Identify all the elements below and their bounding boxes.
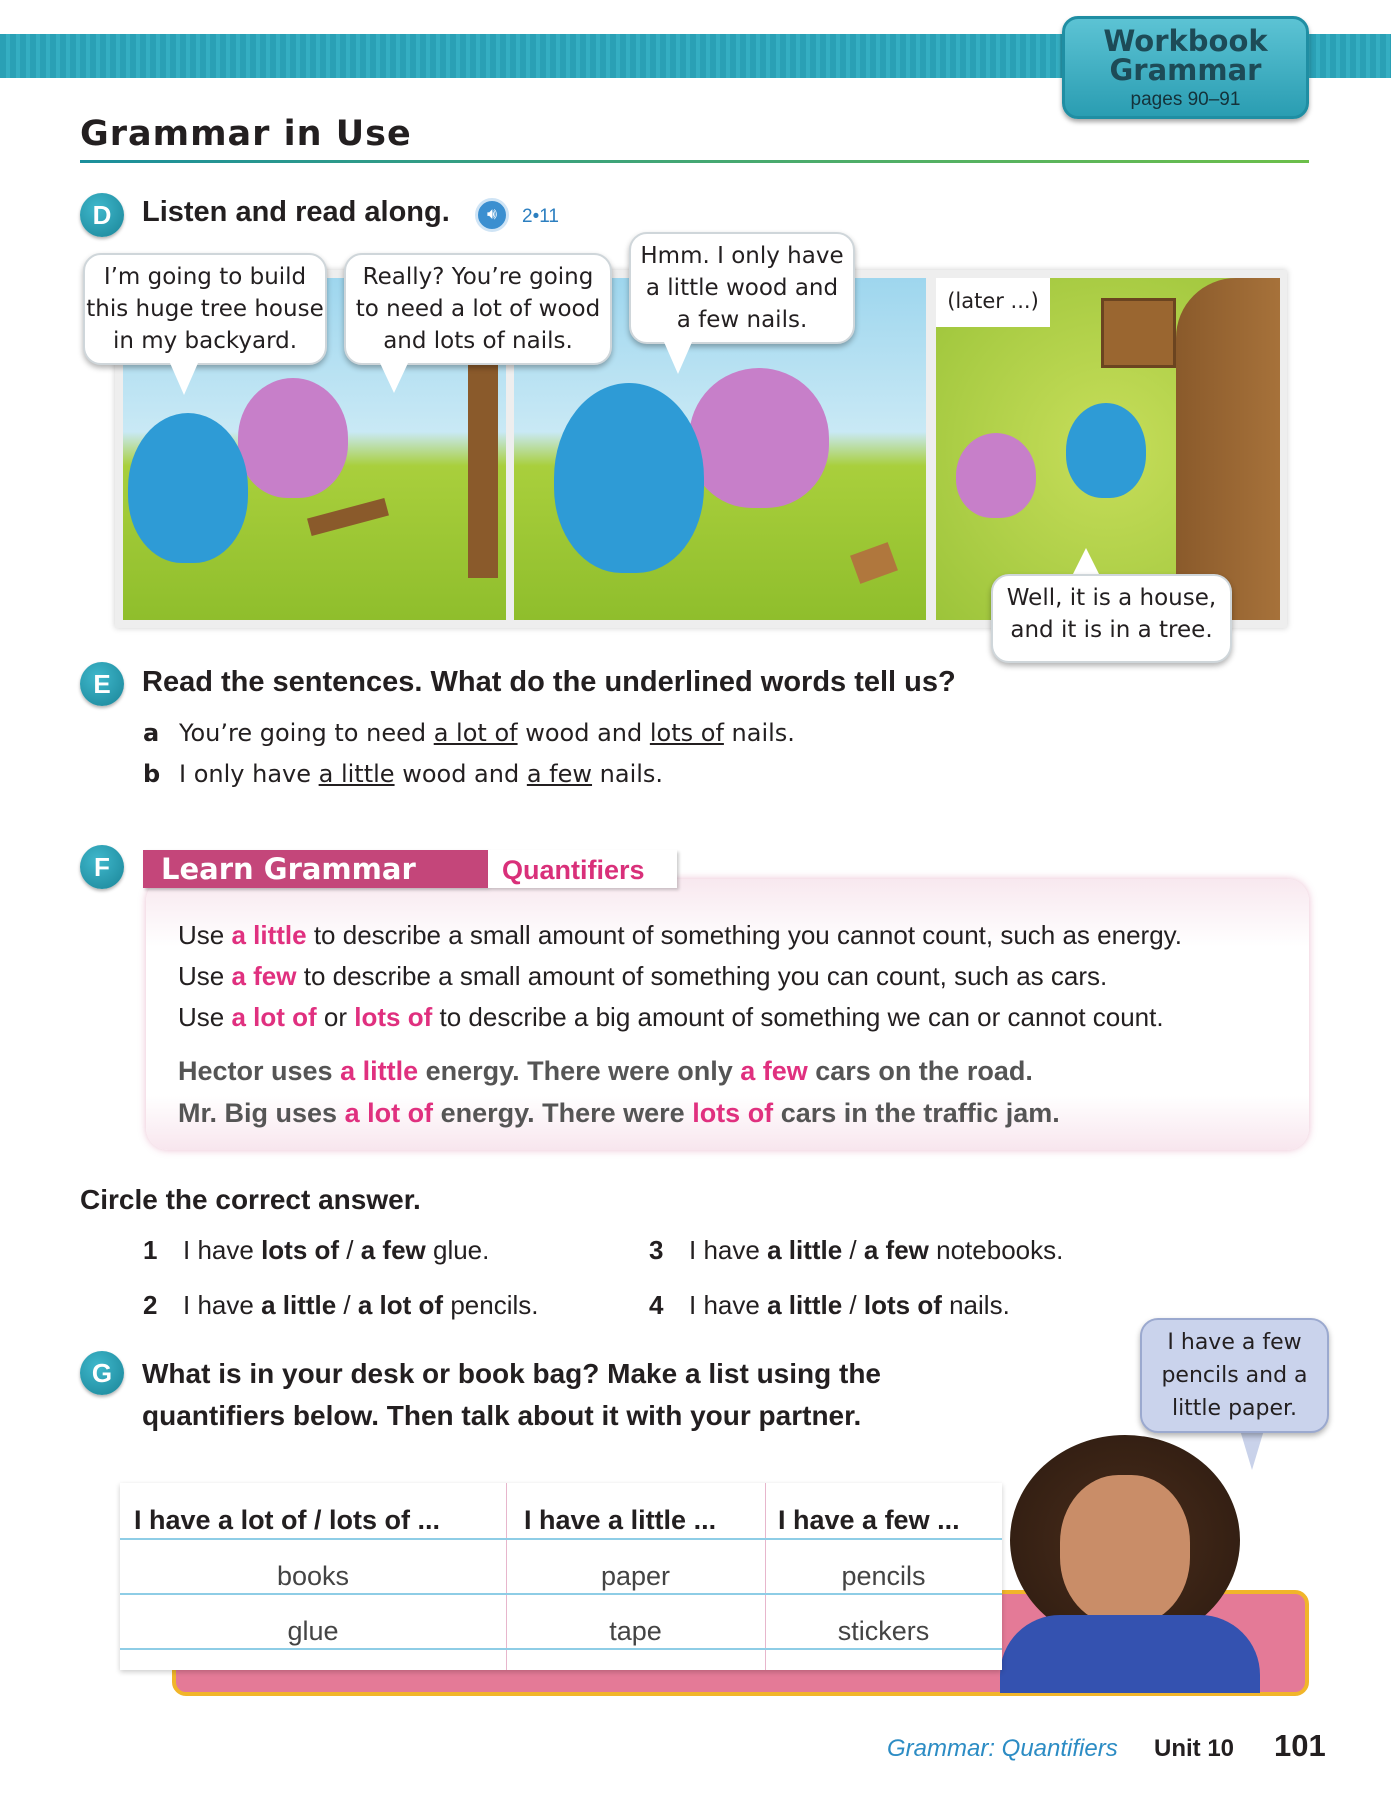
underlined-word: a few — [526, 760, 593, 788]
item-number: 2 — [143, 1290, 158, 1320]
separator: / — [842, 1235, 864, 1265]
girl-photo — [990, 1435, 1268, 1693]
row-line — [120, 1648, 1002, 1650]
girl-speech-bubble — [1140, 1318, 1329, 1433]
learn-grammar-tab: Learn Grammar — [143, 850, 488, 888]
bubble-tail — [1072, 548, 1100, 576]
text: I have — [183, 1290, 262, 1320]
blue-character — [554, 383, 704, 573]
table-header: I have a lot of / lots of ... — [134, 1505, 441, 1535]
bubble-text: a few nails. — [676, 307, 808, 333]
highlight: a little — [231, 920, 307, 950]
text: Use — [178, 920, 232, 950]
section-d-instruction: Listen and read along. — [142, 196, 450, 228]
pink-character — [689, 368, 829, 508]
bubble-text: Hmm. I only have — [640, 243, 844, 269]
blue-character — [128, 413, 248, 563]
underlined-word: a little — [318, 760, 395, 788]
blue-character — [1066, 403, 1146, 498]
speech-bubble-3 — [629, 232, 855, 344]
text: pencils. — [443, 1290, 539, 1320]
grammar-example-2 — [178, 1098, 1060, 1129]
rule-3 — [178, 1002, 1164, 1033]
underlined-word: a lot of — [433, 719, 518, 747]
separator: / — [339, 1235, 361, 1265]
row-line — [120, 1538, 1002, 1540]
section-g-instruction-2: quantifiers below. Then talk about it with your partner. — [142, 1400, 862, 1431]
table-cell: glue — [287, 1616, 339, 1646]
text: energy. There were only — [418, 1056, 741, 1086]
exercise-item-3 — [649, 1235, 1063, 1266]
table-cell: pencils — [841, 1561, 926, 1591]
text: to describe a small amount of something you cannot count, such as energy. — [306, 920, 1182, 950]
badge-pages: pages 90–91 — [1130, 89, 1241, 110]
grammar-example-1 — [178, 1056, 1033, 1087]
separator: / — [842, 1290, 864, 1320]
bubble-text: in my backyard. — [112, 328, 298, 354]
badge-line1: Workbook — [1103, 24, 1268, 58]
exercise-item-1 — [143, 1235, 489, 1266]
section-g-badge: G — [80, 1351, 124, 1395]
separator: / — [336, 1290, 358, 1320]
comic-panel-3 — [936, 278, 1280, 620]
option[interactable]: a few — [360, 1235, 426, 1265]
item-number: 1 — [143, 1235, 158, 1265]
exercise-item-4 — [649, 1290, 1010, 1321]
speech-bubble-1 — [83, 253, 327, 365]
item-number: 4 — [649, 1290, 664, 1320]
table-cell: books — [276, 1561, 350, 1591]
highlight: a few — [740, 1056, 808, 1086]
table-cell: stickers — [837, 1616, 930, 1646]
badge-line2: Grammar — [1109, 53, 1262, 87]
table-header: I have a little ... — [524, 1505, 717, 1535]
section-e-instruction: Read the sentences. What do the underlined words tell us? — [142, 666, 956, 698]
bubble-text: this huge tree house — [86, 296, 324, 322]
option[interactable]: a little — [261, 1290, 337, 1320]
text: or — [316, 1002, 355, 1032]
text: I have — [689, 1235, 768, 1265]
option[interactable]: lots of — [261, 1235, 340, 1265]
wood-pile — [307, 498, 389, 536]
bubble-tail — [1240, 1430, 1264, 1470]
tree — [1176, 278, 1280, 620]
wood-plank — [850, 542, 898, 584]
bubble-text: I have a few — [1167, 1330, 1302, 1355]
text: Hector uses — [178, 1056, 341, 1086]
bubble-text: I’m going to build — [103, 264, 307, 290]
footer-unit: Unit 10 — [1154, 1735, 1235, 1762]
option[interactable]: a little — [767, 1235, 843, 1265]
highlight: a little — [340, 1056, 419, 1086]
girl-shirt — [1000, 1615, 1260, 1693]
speech-bubble-4 — [991, 574, 1232, 663]
option[interactable]: a little — [767, 1290, 843, 1320]
bubble-tail — [380, 363, 408, 393]
highlight: a lot of — [231, 1002, 317, 1032]
table-cell: tape — [609, 1616, 662, 1646]
text: notebooks. — [928, 1235, 1064, 1265]
bubble-tail — [170, 363, 198, 395]
table-cell: paper — [600, 1561, 671, 1591]
bubble-text: Well, it is a house, — [1006, 585, 1217, 611]
row-line — [120, 1593, 1002, 1595]
bubble-tail — [664, 342, 692, 374]
audio-track-number: 2•11 — [522, 206, 559, 227]
speech-bubble-2 — [344, 253, 612, 365]
option[interactable]: a few — [863, 1235, 929, 1265]
text: nails. — [592, 760, 664, 788]
rule-1 — [178, 920, 1182, 951]
bubble-text: and it is in a tree. — [1010, 617, 1213, 643]
highlight: lots of — [692, 1098, 774, 1128]
quantifiers-tab: Quantifiers — [488, 850, 677, 888]
section-e-badge: E — [80, 662, 124, 706]
text: cars on the road. — [807, 1056, 1033, 1086]
text: nails. — [941, 1290, 1010, 1320]
text: I have — [183, 1235, 262, 1265]
table-header: I have a few ... — [778, 1505, 960, 1535]
audio-icon[interactable]: 🔊︎ — [475, 198, 509, 232]
workbook-grammar-badge[interactable] — [1062, 16, 1309, 119]
page-title: Grammar in Use — [80, 114, 412, 154]
bubble-text: Really? You’re going — [362, 264, 594, 290]
girl-face — [1060, 1475, 1190, 1625]
bubble-text: to need a lot of wood — [355, 296, 601, 322]
exercise-item-2 — [143, 1290, 538, 1321]
tree-house — [1101, 298, 1176, 368]
caption-later: (later ...) — [936, 278, 1050, 327]
text: Use — [178, 1002, 232, 1032]
option[interactable]: a lot of — [357, 1290, 444, 1320]
example-label: a — [143, 719, 160, 747]
title-divider — [80, 160, 1309, 163]
text: I have — [689, 1290, 768, 1320]
section-f-badge: F — [80, 845, 124, 889]
text: You’re going to need — [179, 719, 434, 747]
text: I only have — [179, 760, 319, 788]
text: wood and — [394, 760, 527, 788]
text: Use — [178, 961, 232, 991]
example-a — [143, 719, 795, 747]
example-b — [143, 760, 663, 788]
bubble-text: pencils and a — [1161, 1363, 1308, 1388]
text: cars in the traffic jam. — [773, 1098, 1060, 1128]
text: nails. — [723, 719, 795, 747]
pink-character — [238, 378, 348, 498]
text: to describe a big amount of something we can or cannot count. — [432, 1002, 1164, 1032]
highlight: a lot of — [344, 1098, 434, 1128]
page-number: 101 — [1274, 1728, 1326, 1763]
text: to describe a small amount of something you can count, such as cars. — [296, 961, 1108, 991]
section-d-badge: D — [80, 193, 124, 237]
bubble-text: and lots of nails. — [383, 328, 573, 354]
pink-character — [956, 433, 1036, 518]
text: Mr. Big uses — [178, 1098, 345, 1128]
text: glue. — [425, 1235, 490, 1265]
example-label: b — [143, 760, 161, 788]
item-number: 3 — [649, 1235, 664, 1265]
text: energy. There were — [433, 1098, 693, 1128]
highlight: lots of — [354, 1002, 433, 1032]
text: wood and — [517, 719, 650, 747]
highlight: a few — [231, 961, 297, 991]
bubble-text: a little wood and — [645, 275, 839, 301]
section-g-instruction-1: What is in your desk or book bag? Make a list using the — [142, 1358, 882, 1389]
rule-2 — [178, 961, 1107, 992]
option[interactable]: lots of — [863, 1290, 942, 1320]
underlined-word: lots of — [649, 719, 724, 747]
bubble-text: little paper. — [1171, 1396, 1298, 1421]
circle-instruction: Circle the correct answer. — [80, 1184, 421, 1215]
footer-topic: Grammar: Quantifiers — [887, 1735, 1118, 1762]
